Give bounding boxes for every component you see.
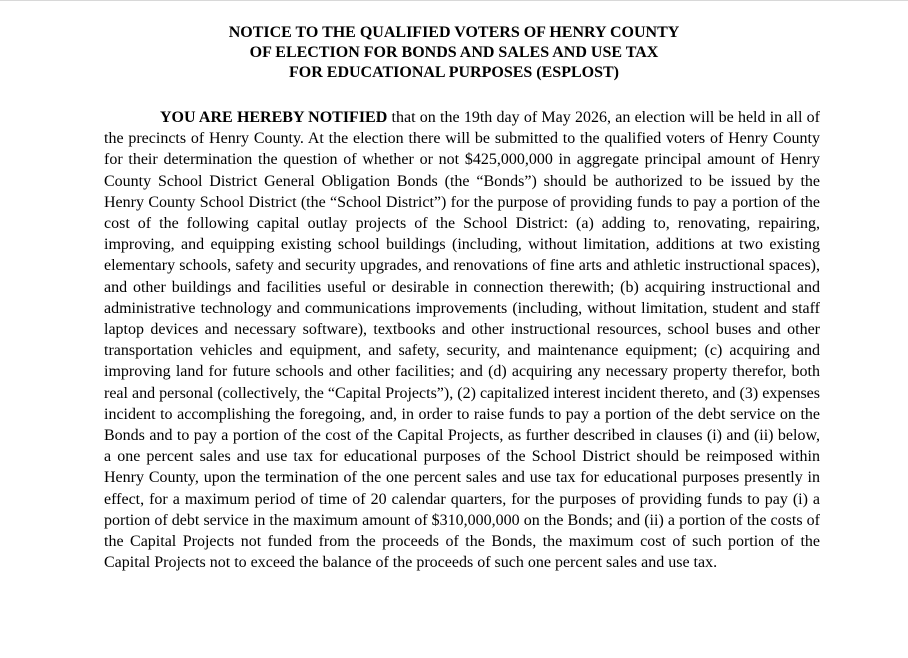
title-line-2: OF ELECTION FOR BONDS AND SALES AND USE TAX	[249, 44, 659, 61]
notice-body-paragraph	[104, 107, 820, 573]
notice-lead-text: YOU ARE HEREBY NOTIFIED	[160, 109, 388, 126]
notice-title	[0, 23, 908, 83]
title-line-1: NOTICE TO THE QUALIFIED VOTERS OF HENRY COUNTY	[228, 24, 680, 41]
title-line-3: FOR EDUCATIONAL PURPOSES (ESPLOST)	[289, 64, 619, 81]
notice-body-text: that on the 19th day of May 2026, an election will be held in all of the precincts of Henry County. At the election there will be submitted to the qualified voters of Henry County for their determination the question of whether or not $425,000,000 in aggregate principal amount of Henry County School District General Obligation Bonds (the “Bonds”) should be authorized to be issued by the Henry County School District (the “School District”) for the purpose of providing funds to pay a portion of the cost of the following capital outlay projects of the School District: (a) adding to, renovating, repairing, improving, and equipping existing school buildings (including, without limitation, additions at two existing elementary schools, safety and security upgrades, and renovations of fine arts and athletic instructional spaces), and other buildings and facilities useful or desirable in connection therewith; (b) acquiring instructional and administrative technology and communications improvements (including, without limitation, student and staff laptop devices and necessary software), textbooks and other instructional resources, school buses and other transportation vehicles and equipment, and safety, security, and maintenance equipment; (c) acquiring and improving land for future schools and other facilities; and (d) acquiring any necessary property therefor, both real and personal (collectively, the “Capital Projects”), (2) capitalized interest incident thereto, and (3) expenses incident to accomplishing the foregoing, and, in order to raise funds to pay a portion of the debt service on the Bonds and to pay a portion of the cost of the Capital Projects, as further described in clauses (i) and (ii) below, a one percent sales and use tax for educational purposes of the School District should be reimposed within Henry County, upon the termination of the one percent sales and use tax for educational purposes presently in effect, for a maximum period of time of 20 calendar quarters, for the purposes of providing funds to pay (i) a portion of debt service in the maximum amount of $310,000,000 on the Bonds; and (ii) a portion of the costs of the Capital Projects not funded from the proceeds of the Bonds, the maximum cost of such portion of the Capital Projects not to exceed the balance of the proceeds of such one percent sales and use tax.	[104, 109, 820, 572]
